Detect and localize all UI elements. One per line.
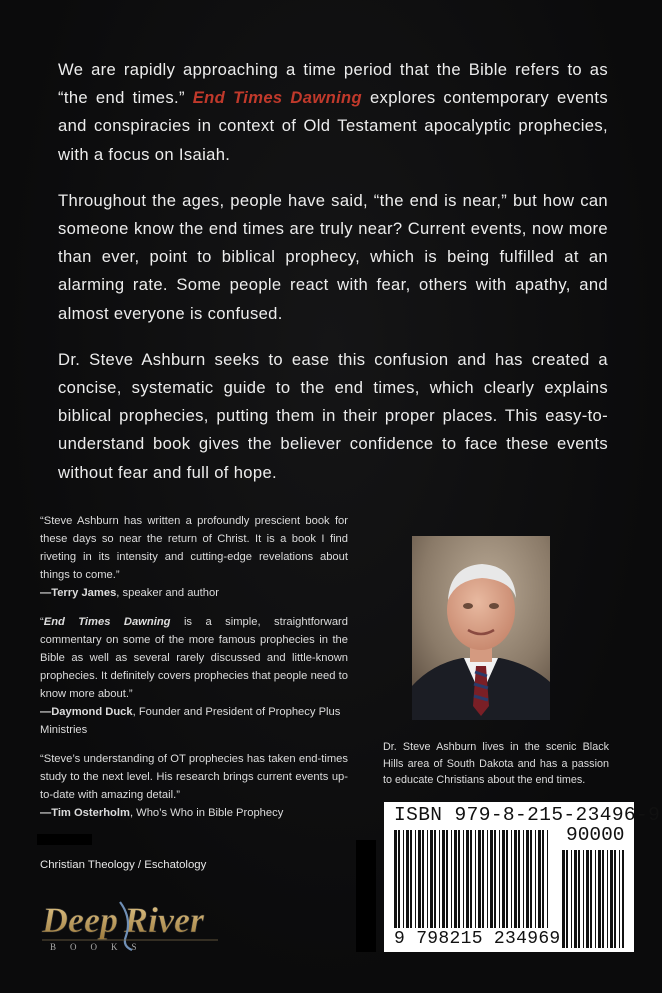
barcode-bar	[398, 830, 400, 928]
barcode-bar	[434, 830, 436, 928]
endorser-name: —Tim Osterholm	[40, 807, 130, 819]
endorser-role: , Founder and President of Prophecy Plus Ministries	[40, 706, 341, 736]
barcode-bar	[430, 830, 433, 928]
blurb-text: explores contemporary events and conspiracies in context of Old Testament apocalyptic prophecies, with a focus on Isaiah.	[58, 88, 608, 164]
svg-text:River: River	[124, 900, 204, 940]
isbn-number: ISBN 979-8-215-23496-9	[394, 804, 661, 826]
barcode-bar	[622, 850, 624, 948]
barcode-bar	[610, 850, 613, 948]
endorsement-text: “Steve’s understanding of OT prophecies has taken end-times study to the next level. His research brings current events up-to-date with amazing detail.”	[40, 753, 348, 801]
barcode-bar	[487, 830, 488, 928]
barcode-bar	[562, 850, 565, 948]
barcode-bar	[475, 830, 476, 928]
quote-mark: “	[40, 616, 44, 628]
author-photo	[412, 536, 550, 720]
blurb-text: We are rapidly approaching a time period that the Bible refers to as “the end times.”	[58, 60, 608, 108]
endorser-role: , Who’s Who in Bible Prophecy	[129, 807, 284, 819]
barcode-bar	[538, 830, 541, 928]
barcode-bar	[470, 830, 472, 928]
barcode-bar	[458, 830, 460, 928]
endorsements	[40, 512, 348, 833]
blurb	[58, 56, 608, 505]
barcode-bar	[614, 850, 616, 948]
barcode-bar	[478, 830, 481, 928]
barcode-bar	[499, 830, 500, 928]
barcode-bar	[514, 830, 517, 928]
endorsement	[40, 613, 348, 739]
barcode-bar	[451, 830, 452, 928]
barcode-bar	[535, 830, 536, 928]
barcode-bar	[490, 830, 493, 928]
author-bio: Dr. Steve Ashburn lives in the scenic Black Hills area of South Dakota and has a passion to educate Christians about the end times.	[383, 741, 609, 787]
endorsement-text	[40, 613, 348, 703]
barcode-bar	[422, 830, 424, 928]
barcode-bar	[466, 830, 469, 928]
barcode-bar	[590, 850, 592, 948]
barcode-bar	[506, 830, 508, 928]
barcode-bar	[410, 830, 412, 928]
price-addon: 90000	[566, 824, 625, 846]
endorsement	[40, 750, 348, 822]
barcode-bar	[427, 830, 428, 928]
barcode-bar	[463, 830, 464, 928]
barcode-bar	[406, 830, 409, 928]
barcode-bar	[403, 830, 404, 928]
barcode-bar	[602, 850, 604, 948]
barcode-bar	[446, 830, 448, 928]
svg-text:Deep: Deep	[42, 900, 118, 940]
endorsement-body: is a simple, straightforward commentary on some of the more famous prophecies in the Bible as well as several rarely discussed and little-known prophecies. It definitely covers prophecies that people need to know more about.”	[40, 616, 348, 700]
endorsement	[40, 512, 348, 602]
barcode-bar	[518, 830, 520, 928]
spine-mark	[37, 834, 92, 845]
barcode-bar	[566, 850, 568, 948]
endorsement-text: “Steve Ashburn has written a profoundly prescient book for these days so near the return of Christ. It is a book I find riveting in its intensity and cutting-edge revelations about things to come.”	[40, 515, 348, 581]
barcode-bar	[526, 830, 529, 928]
barcode-bar	[542, 830, 544, 928]
barcode-bar	[578, 850, 580, 948]
barcode-digits: 9 798215 234969	[394, 929, 561, 949]
svg-text:BOOKS: BOOKS	[50, 942, 151, 952]
barcode-bar	[598, 850, 601, 948]
blurb-paragraph-3: Dr. Steve Ashburn seeks to ease this confusion and has created a concise, systematic guide to the end times, which clearly explains biblical prophecies, putting them in their proper places. This easy-to-understand book gives the believer confidence to face these events without fear and full of hope.	[58, 349, 608, 482]
barcode-bar	[619, 850, 620, 948]
endorsement-attribution	[40, 584, 348, 602]
barcode-bar	[607, 850, 608, 948]
endorsement-attribution	[40, 804, 348, 822]
barcode-bar	[571, 850, 572, 948]
endorsement-attribution	[40, 703, 348, 739]
barcode-bar	[511, 830, 512, 928]
category-label: Christian Theology / Eschatology	[40, 859, 207, 871]
barcode-bar	[583, 850, 584, 948]
barcode-bar	[394, 830, 397, 928]
publisher-logo	[40, 896, 220, 952]
barcode-bar	[439, 830, 440, 928]
book-title-italic: End Times Dawning	[43, 616, 171, 628]
endorser-name: —Daymond Duck	[40, 706, 133, 718]
blurb-paragraph-1	[58, 56, 608, 169]
barcode-bar	[442, 830, 445, 928]
endorser-role: , speaker and author	[116, 587, 219, 599]
isbn-barcode	[384, 802, 661, 952]
barcode-bar	[595, 850, 596, 948]
barcode-bar	[530, 830, 532, 928]
barcode-bar	[586, 850, 589, 948]
barcode-bar	[574, 850, 577, 948]
endorser-name: —Terry James	[40, 587, 117, 599]
barcode-bar	[415, 830, 416, 928]
barcode-bar	[494, 830, 496, 928]
barcode-bar	[502, 830, 505, 928]
barcode-bar	[454, 830, 457, 928]
blurb-paragraph-2: Throughout the ages, people have said, “the end is near,” but how can someone know the end times are truly near? Current events, now more than ever, point to biblical prophecy, which is being fulfilled at an alarming rate. Some people react with fear, others with apathy, and almost everyone is confused.	[58, 190, 608, 323]
barcode-bar	[523, 830, 524, 928]
barcode-bar	[418, 830, 421, 928]
book-title-highlight: End Times Dawning	[192, 88, 363, 108]
barcode-shadow	[356, 840, 376, 952]
barcode-bar	[547, 830, 548, 928]
barcode-bar	[482, 830, 484, 928]
